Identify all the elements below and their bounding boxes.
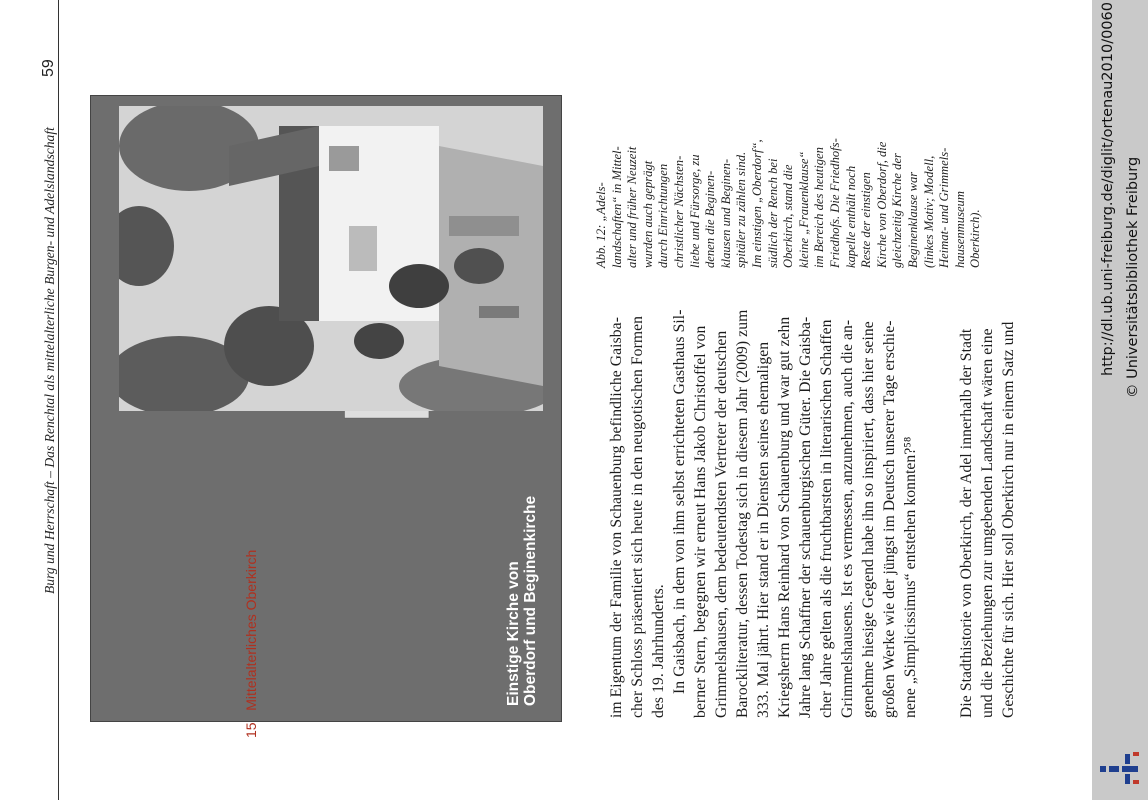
section-line: Die Stadthistorie von Oberkirch, der Adel innerhalb der Stadt: [958, 328, 975, 718]
section-heading: [243, 550, 259, 738]
side-caption-line: alter und früher Neuzeit: [625, 146, 640, 268]
section-title: Mittelalterliches Oberkirch: [243, 549, 259, 711]
section-line: und die Beziehungen zur umgebenden Landschaft wären eine: [979, 328, 996, 718]
side-caption-line: klausen und Beginen-: [718, 158, 733, 268]
side-caption-line: denen die Beginen-: [703, 170, 718, 268]
page-number: 59: [40, 59, 57, 77]
body-line: großen Werke wie der jüngst im Deutsch unserer Tage erschie-: [881, 320, 898, 718]
side-caption-line: im Bereich des heutigen: [812, 147, 827, 268]
body-line: Barockliteratur, dessen Todestag sich in diesem Jahr (2009) zum: [734, 309, 751, 718]
side-caption-line: Kirche von Oberdorf, die: [874, 141, 889, 268]
running-head: Burg und Herrschaft – Das Renchtal als mittelalterliche Burgen- und Adelslandschaft: [42, 127, 57, 594]
side-caption-line: landschaften“ in Mittel-: [609, 146, 624, 268]
side-caption-line: Abb. 12: „Adels-: [594, 182, 608, 268]
body-line: Kriegsherrn Hans Reinhard von Schauenburg und war gut zehn: [776, 316, 793, 718]
page-edge-rule: [58, 0, 59, 800]
side-caption-line: Im einstigen „Oberdorf“,: [750, 139, 764, 268]
side-caption-line: Oberkirch).: [968, 209, 983, 268]
side-caption-line: wurden auch geprägt: [640, 160, 655, 268]
body-line: Jahre lang Schaffner der schauenburgischen Güter. Die Gaisba-: [797, 316, 814, 718]
side-caption-line: kapelle enthält noch: [843, 165, 858, 268]
figure-overlay-caption: [505, 496, 539, 706]
body-line: berner Stern, begegnen wir erneut Hans Jakob Christoffel von: [692, 325, 709, 718]
side-caption-line: Beginenklause war: [906, 171, 920, 268]
side-caption-line: Reste der einstigen: [859, 172, 874, 268]
side-caption-line: durch Einrichtungen: [656, 163, 671, 268]
side-caption-line: Oberkirch, stand die: [781, 164, 796, 268]
figure-overlay-caption-line-2: Oberdorf und Beginenkirche: [522, 495, 539, 706]
side-caption-line: Friedhofs. Die Friedhofs-: [828, 138, 842, 268]
body-line: genehme hiesige Gegend habe ihn so inspiriert, dass hier seine: [860, 321, 877, 718]
library-url-link[interactable]: http://dl.ub.uni-freiburg.de/diglit/ortenau2010/0060: [1100, 2, 1116, 376]
library-logo-icon: [1098, 748, 1144, 788]
side-caption-line: südlich der Rench bei: [765, 158, 780, 268]
body-line: nene „Simplicissimus“ entstehen konnten?⁵⁸: [902, 436, 919, 718]
body-line: cher Schloss präsentiert sich heute in den neugotischen Formen: [629, 315, 646, 718]
side-caption-line: spitäler zu zählen sind.: [734, 151, 749, 268]
body-line: In Gaisbach, in dem von ihm selbst errichteten Gasthaus Sil-: [671, 309, 688, 694]
body-line: im Eigentum der Familie von Schauenburg befindliche Gaisba-: [608, 317, 625, 718]
cemetery-chapel-photo: [119, 106, 543, 411]
side-caption-line: christlicher Nächsten-: [672, 155, 686, 268]
figure-overlay-caption-line-1: Einstige Kirche von: [505, 561, 522, 706]
side-caption-line: kleine „Frauenklause“: [796, 151, 811, 268]
body-line: cher Jahre gelten als die fruchtbarsten in literarischen Schaffen: [818, 319, 835, 718]
side-caption-line: Heimat- und Grimmels-: [937, 147, 952, 268]
library-copyright: © Universitätsbibliothek Freiburg: [1125, 156, 1141, 398]
figure-photo-panel: [90, 95, 562, 722]
side-caption-line: (linkes Motiv; Modell,: [921, 155, 936, 268]
body-line: Grimmelshausen, dem bedeutendsten Vertreter der deutschen: [713, 330, 730, 718]
body-line: 333. Mal jährt. Hier stand er in Diensten seines ehemaligen: [755, 341, 772, 718]
body-line: des 19. Jahrhunderts.: [650, 584, 667, 718]
side-caption-line: liebe und Fürsorge, zu: [687, 154, 702, 268]
body-line: Grimmelshausens. Ist es vermessen, anzunehmen, auch die an-: [839, 319, 856, 718]
section-number: 15: [243, 722, 259, 738]
side-caption-line: hausenmuseum: [952, 191, 967, 268]
side-caption-line: gleichzeitig Kirche der: [890, 153, 905, 268]
section-line: Geschichte für sich. Hier soll Oberkirch nur in einem Satz und: [1000, 321, 1017, 718]
